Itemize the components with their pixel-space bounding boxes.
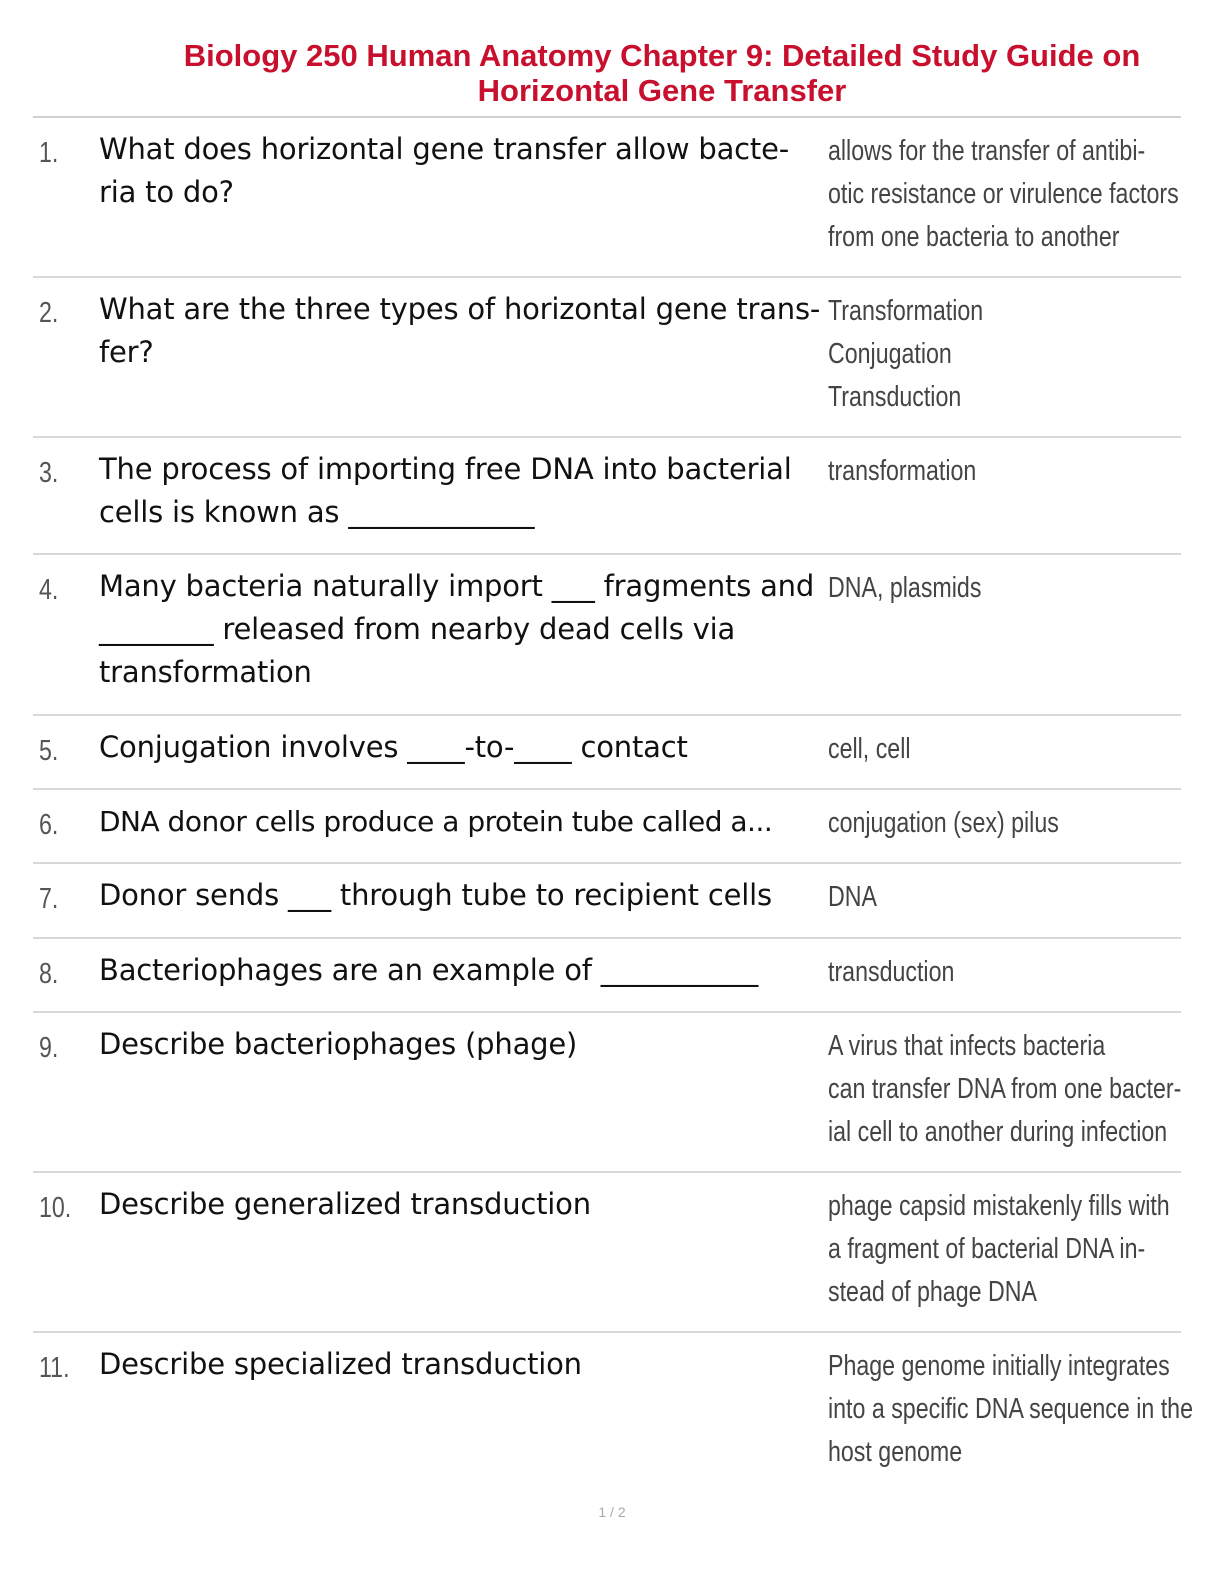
answer-line: A virus that infects bacteria xyxy=(828,1030,1106,1062)
card-question: Bacteriophages are an example of ___________ xyxy=(99,953,759,987)
card-answer xyxy=(828,728,1164,771)
flashcard-6 xyxy=(33,790,1181,864)
answer-line: into a specific DNA sequence in the xyxy=(828,1393,1193,1425)
card-answer xyxy=(828,1185,1170,1314)
card-answer xyxy=(828,1345,1193,1474)
answer-line: Transduction xyxy=(828,381,962,413)
card-number: 8. xyxy=(39,958,59,990)
card-number: 11. xyxy=(39,1352,70,1384)
answer-line: cell, cell xyxy=(828,733,911,765)
card-answer xyxy=(828,567,1164,610)
card-number: 3. xyxy=(39,457,59,489)
card-question: Donor sends ___ through tube to recipient cells xyxy=(99,878,772,912)
flashcard-11 xyxy=(33,1333,1193,1493)
card-answer xyxy=(828,876,1164,919)
flashcard-7 xyxy=(33,864,1181,939)
flashcard-list xyxy=(33,118,1193,1493)
card-question: Many bacteria naturally import ___ fragments and ________ released from nearby dead cells via transformation xyxy=(99,569,815,689)
title-line-1: Biology 250 Human Anatomy Chapter 9: Detailed Study Guide on xyxy=(183,38,1141,73)
answer-line: transduction xyxy=(828,956,955,988)
card-question: What are the three types of horizontal gene trans-fer? xyxy=(99,292,821,369)
card-number: 2. xyxy=(39,297,59,329)
answer-line: DNA, plasmids xyxy=(828,572,982,604)
card-number: 7. xyxy=(39,883,59,915)
card-number: 10. xyxy=(39,1192,72,1224)
answer-line: DNA xyxy=(828,881,877,913)
flashcard-1 xyxy=(33,118,1181,278)
card-number: 6. xyxy=(39,809,59,841)
answer-line: host genome xyxy=(828,1436,963,1468)
answer-line: phage capsid mistakenly fills with xyxy=(828,1190,1170,1222)
flashcard-9 xyxy=(33,1013,1181,1173)
card-question: Conjugation involves ____-to-____ contact xyxy=(99,730,688,764)
answer-line: conjugation (sex) pilus xyxy=(828,807,1059,839)
flashcard-5 xyxy=(33,716,1181,790)
card-answer xyxy=(828,802,1164,845)
card-question: DNA donor cells produce a protein tube called a... xyxy=(99,805,773,838)
card-answer xyxy=(828,951,1164,994)
answer-line: allows for the transfer of antibi- xyxy=(828,135,1146,167)
card-question: Describe specialized transduction xyxy=(99,1347,582,1381)
card-number: 9. xyxy=(39,1032,59,1064)
answer-line: otic resistance or virulence factors xyxy=(828,178,1179,210)
answer-line: Transformation xyxy=(828,295,984,327)
answer-line: a fragment of bacterial DNA in- xyxy=(828,1233,1146,1265)
card-question: What does horizontal gene transfer allow bacte-ria to do? xyxy=(99,132,789,209)
card-question: Describe generalized transduction xyxy=(99,1187,591,1221)
flashcard-3 xyxy=(33,438,1181,555)
answer-line: transformation xyxy=(828,455,977,487)
answer-line: Phage genome initially integrates xyxy=(828,1350,1170,1382)
flashcard-10 xyxy=(33,1173,1181,1333)
card-answer xyxy=(828,1025,1182,1154)
answer-line: Conjugation xyxy=(828,338,952,370)
card-answer xyxy=(828,290,1164,419)
flashcard-2 xyxy=(33,278,1181,438)
card-number: 5. xyxy=(39,735,59,767)
answer-line: can transfer DNA from one bacter- xyxy=(828,1073,1182,1105)
card-question: The process of importing free DNA into bacterial cells is known as _____________ xyxy=(99,452,792,529)
card-question: Describe bacteriophages (phage) xyxy=(99,1027,578,1061)
card-number: 4. xyxy=(39,574,59,606)
answer-line: stead of phage DNA xyxy=(828,1276,1037,1308)
card-answer xyxy=(828,450,1164,493)
card-number: 1. xyxy=(39,137,59,169)
title-line-2: Horizontal Gene Transfer xyxy=(477,73,847,108)
page-indicator: 1 / 2 xyxy=(598,1504,626,1520)
page-title xyxy=(100,38,1224,108)
answer-line: ial cell to another during infection xyxy=(828,1116,1168,1148)
answer-line: from one bacteria to another xyxy=(828,221,1120,253)
card-answer xyxy=(828,130,1179,259)
flashcard-4 xyxy=(33,555,1181,716)
flashcard-8 xyxy=(33,939,1181,1013)
